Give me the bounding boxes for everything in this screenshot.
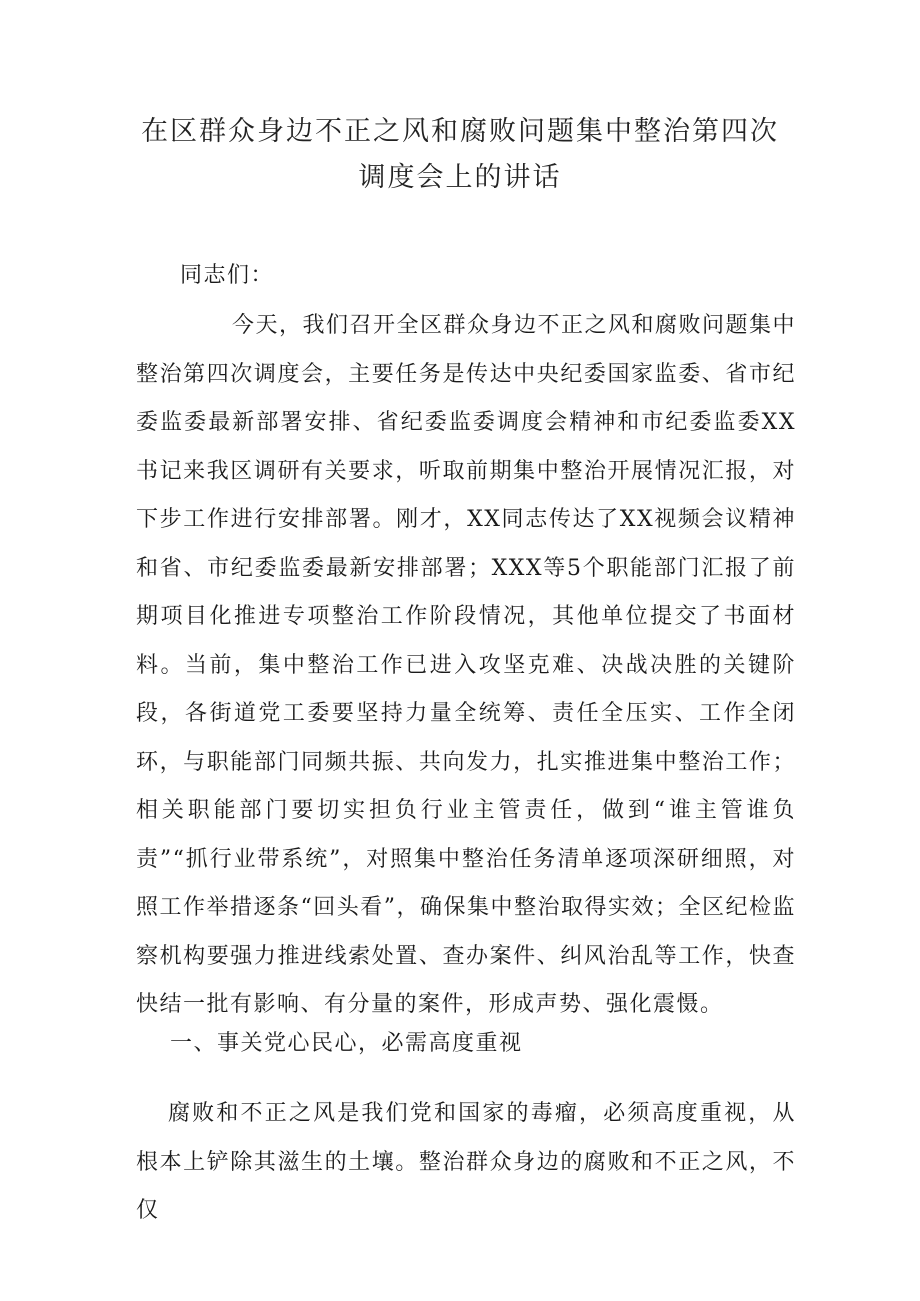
paragraph-section-1: 腐败和不正之风是我们党和国家的毒瘤，必须高度重视，从根本上铲除其滋生的土壤。整治群众身边的腐败和不正之风，不仅	[136, 1101, 796, 1223]
salutation: 同志们：	[180, 263, 275, 288]
paragraph-opening: 今天，我们召开全区群众身边不正之风和腐败问题集中整治第四次调度会，主要任务是传达中央纪委国家监委、省市纪委监委最新部署安排、省纪委监委调度会精神和市纪委监委XX书记来我区调研有关要求，听取前期集中整治开展情况汇报，对下步工作进行安排部署。刚才，XX同志传达了XX视频会议精神和省、市纪委监委最新安排部署；XXX等5个职能部门汇报了前期项目化推进专项整治工作阶段情况，其他单位提交了书面材料。当前，集中整治工作已进入攻坚克难、决战决胜的关键阶段，各街道党工委要坚持力量全统筹、责任全压实、工作全闭环，与职能部门同频共振、共向发力，扎实推进集中整治工作；相关职能部门要切实担负行业主管责任，做到“谁主管谁负责”“抓行业带系统”，对照集中整治任务清单逐项深研细照，对照工作举措逐条“回头看”，确保集中整治取得实效；全区纪检监察机构要强力推进线索处置、查办案件、纠风治乱等工作，快查快结一批有影响、有分量的案件，形成声势、强化震慑。	[136, 313, 797, 1017]
document-title-line-1: 在区群众身边不正之风和腐败问题集中整治第四次	[141, 116, 779, 147]
document-title-line-2: 调度会上的讲话	[358, 162, 562, 193]
section-heading-1: 一、事关党心民心，必需高度重视	[170, 1031, 523, 1056]
